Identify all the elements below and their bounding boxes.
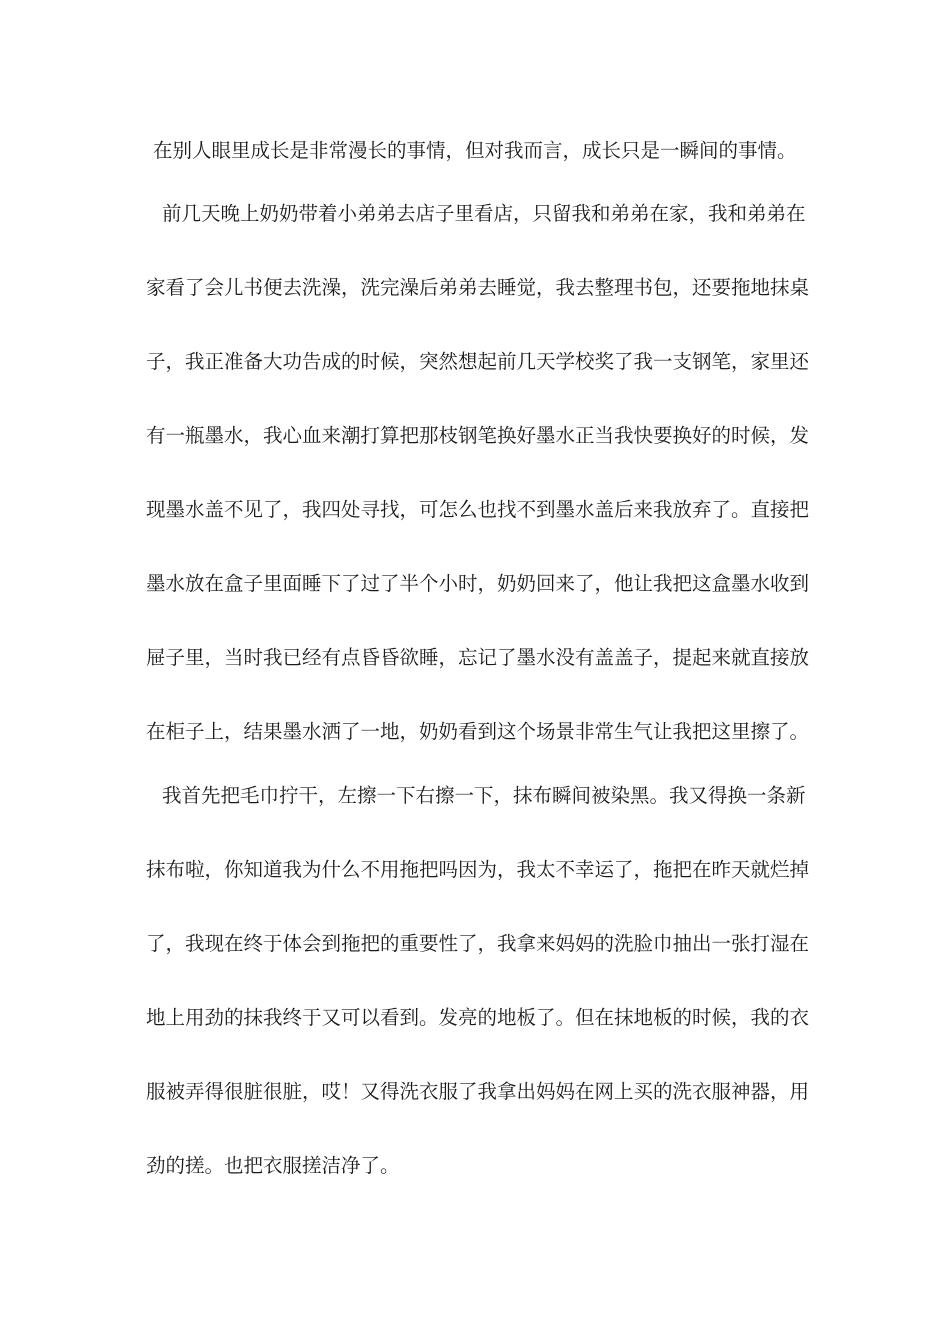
text-line: 抹布啦，你知道我为什么不用拖把吗因为，我太不幸运了，拖把在昨天就烂掉 bbox=[146, 858, 810, 881]
text-line: 在别人眼里成长是非常漫长的事情，但对我而言，成长只是一瞬间的事情。 bbox=[153, 139, 797, 162]
text-line: 了，我现在终于体会到拖把的重要性了，我拿来妈妈的洗脸巾抽出一张打湿在 bbox=[146, 932, 810, 955]
text-line: 地上用劲的抹我终于又可以看到。发亮的地板了。但在抹地板的时候，我的衣 bbox=[146, 1006, 810, 1029]
text-line: 有一瓶墨水，我心血来潮打算把那枝钢笔换好墨水正当我快要换好的时候，发 bbox=[146, 424, 810, 447]
text-line: 现墨水盖不见了，我四处寻找，可怎么也找不到墨水盖后来我放弃了。直接把 bbox=[146, 498, 810, 521]
text-line: 我首先把毛巾拧干，左擦一下右擦一下，抹布瞬间被染黑。我又得换一条新 bbox=[162, 784, 806, 807]
text-line: 墨水放在盒子里面睡下了过了半个小时，奶奶回来了，他让我把这盒墨水收到 bbox=[146, 572, 810, 595]
text-line: 家看了会儿书便去洗澡，洗完澡后弟弟去睡觉，我去整理书包，还要拖地抹桌 bbox=[146, 276, 810, 299]
text-line: 前几天晚上奶奶带着小弟弟去店子里看店，只留我和弟弟在家，我和弟弟在 bbox=[162, 202, 806, 225]
text-line: 屉子里，当时我已经有点昏昏欲睡，忘记了墨水没有盖盖子，提起来就直接放 bbox=[146, 646, 810, 669]
text-line: 劲的搓。也把衣服搓洁净了。 bbox=[146, 1154, 400, 1177]
text-line: 在柜子上，结果墨水洒了一地，奶奶看到这个场景非常生气让我把这里擦了。 bbox=[146, 720, 810, 743]
text-line: 子，我正准备大功告成的时候，突然想起前几天学校奖了我一支钢笔，家里还 bbox=[146, 350, 810, 373]
text-line: 服被弄得很脏很脏，哎！又得洗衣服了我拿出妈妈在网上买的洗衣服神器，用 bbox=[146, 1080, 810, 1103]
